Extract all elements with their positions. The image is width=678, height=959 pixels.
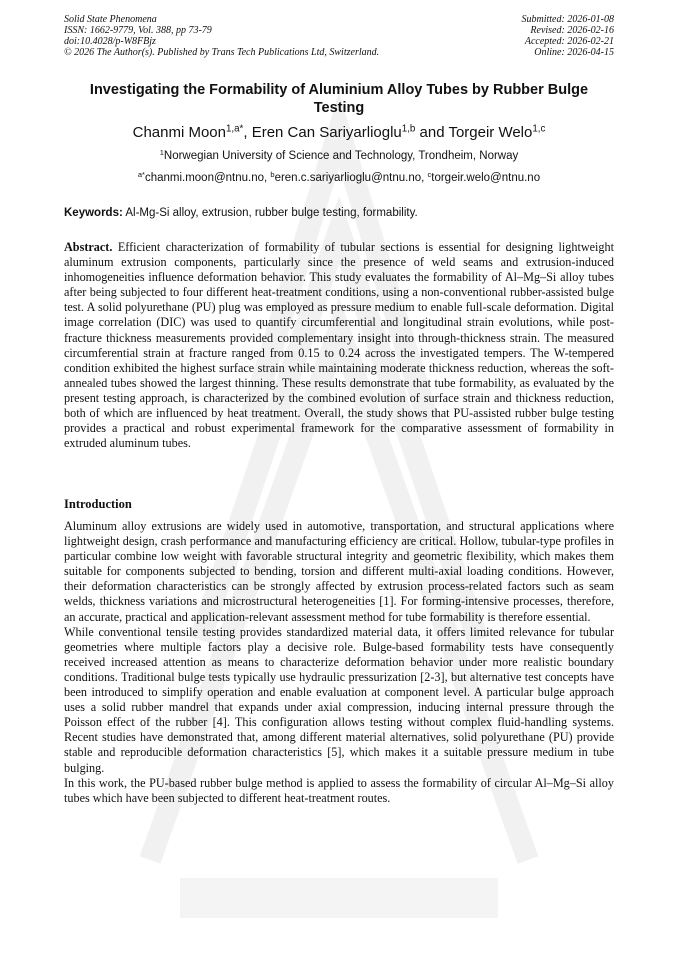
copyright-line: © 2026 The Author(s). Published by Trans Tech Publications Ltd, Switzerland. xyxy=(64,47,380,58)
paragraph: In this work, the PU-based rubber bulge method is applied to assess the formability of circular Al–Mg–Si alloy tubes which have been subjected to different heat-treatment routes. xyxy=(64,775,614,805)
email-marker: a* xyxy=(137,169,145,179)
submitted-date: Submitted: 2026-01-08 xyxy=(521,14,614,25)
author-affiliation-marker: 1,c xyxy=(532,123,546,135)
paper-title: Investigating the Formability of Aluminium Alloy Tubes by Rubber Bulge Testing xyxy=(89,82,589,116)
keywords-text: Al-Mg-Si alloy, extrusion, rubber bulge testing, formability. xyxy=(122,207,418,219)
online-date: Online: 2026-04-15 xyxy=(534,47,614,58)
author-name: Torgeir Welo xyxy=(448,124,533,141)
introduction-body xyxy=(64,519,614,806)
author-emails xyxy=(64,171,614,185)
revised-date: Revised: 2026-02-16 xyxy=(530,25,614,36)
email-marker: b xyxy=(270,169,275,179)
paragraph: While conventional tensile testing provides standardized material data, it offers limited relevance for tubular geometries where multiple factors play a decisive role. Bulge-based formability tests have consequently received increased attention as means to characterize deformation behavior under more realistic boundary conditions. Traditional bulge tests typically use hydraulic pressurization [2-3], but alternative test concepts have been introduced to simplify operation and enable evaluation at component level. A particular bulge approach uses a solid rubber mandrel that expands under axial compression, inducing internal pressure through the Poisson effect of the rubber [4]. This configuration allows testing without complex fluid-handling systems. Recent studies have demonstrated that, among different material alternatives, solid polyurethane (PU) provide stable and reproducible deformation characteristics [5], which makes it a suitable pressure medium in tube bulging. xyxy=(64,624,614,775)
email-address[interactable]: eren.c.sariyarlioglu@ntnu.no xyxy=(274,172,422,184)
affiliation xyxy=(64,149,614,163)
keywords-label: Keywords: xyxy=(64,207,123,219)
accepted-date: Accepted: 2026-02-21 xyxy=(524,36,614,47)
author-name: Chanmi Moon xyxy=(132,124,226,141)
abstract-label: Abstract. xyxy=(64,240,113,254)
paragraph: Aluminum alloy extrusions are widely used in automotive, transportation, and structural applications where lightweight design, crash performance and manufacturing efficiency are critical. Hollow, tubular-type profiles in particular combine low weight with favorable structural integrity and geometric flexibility, which makes them suitable for components subjected to bending, torsion and different multi-axial loading conditions. However, their deformation characteristics can be strongly affected by extrusion process-related factors such as seam welds, thickness variations and microstructural heterogeneities [1]. For forming-intensive processes, therefore, an accurate, practical and application-relevant assessment method for tube formability is therefore essential. xyxy=(64,519,614,624)
author-affiliation-marker: 1,b xyxy=(401,123,416,135)
affiliation-marker: 1 xyxy=(159,147,164,157)
introduction-heading: Introduction xyxy=(64,497,132,511)
email-address[interactable]: chanmi.moon@ntnu.no xyxy=(144,172,265,184)
author-name: Eren Can Sariyarlioglu xyxy=(251,124,402,141)
author-separator: , xyxy=(243,124,252,141)
email-separator: , xyxy=(421,172,428,184)
author-separator: and xyxy=(415,124,449,141)
email-separator: , xyxy=(264,172,271,184)
author-affiliation-marker: 1,a* xyxy=(226,123,244,135)
keywords xyxy=(64,206,614,220)
doi-link[interactable]: doi:10.4028/p-W8FBjz xyxy=(64,36,156,47)
publication-dates xyxy=(522,14,615,58)
affiliation-text: Norwegian University of Science and Technology, Trondheim, Norway xyxy=(163,150,519,162)
journal-name: Solid State Phenomena xyxy=(64,14,157,25)
email-marker: c xyxy=(427,169,432,179)
journal-info xyxy=(64,14,379,58)
abstract-text: Efficient characterization of formability of tubular sections is essential for designing lightweight aluminum extrusion components, particularly since the presence of weld seams and extrusion-induced inhomogeneities influence deformation behavior. This study evaluates the formability of Al–Mg–Si alloy tubes after being subjected to four different heat-treatment conditions, using a non-conventional rubber-assisted bulge test. A solid polyurethane (PU) plug was employed as pressure medium to enable full-scale deformation. Digital image correlation (DIC) was used to quantify circumferential and longitudinal strain evolutions, while post-fracture thickness measurements provided complementary insight into through-thickness strain. The measured circumferential strain at fracture ranged from 0.15 to 0.24 across the investigated tempers. The W-tempered condition exhibited the highest surface strain while maintaining moderate thickness reduction, whereas the soft-annealed tubes showed the largest thinning. These results demonstrate that tube formability, as evaluated by the present testing approach, is characterized by the combined evolution of surface strain and thickness reduction, both of which are influenced by heat treatment. Overall, the study shows that PU-assisted rubber bulge testing provides a practical and robust experimental framework for the comparative assessment of formability in extruded aluminum tubes. xyxy=(64,240,614,451)
issn-volume: ISSN: 1662-9779, Vol. 388, pp 73-79 xyxy=(64,25,212,36)
abstract xyxy=(64,240,614,451)
email-address[interactable]: torgeir.welo@ntnu.no xyxy=(431,172,541,184)
author-list xyxy=(64,124,614,142)
